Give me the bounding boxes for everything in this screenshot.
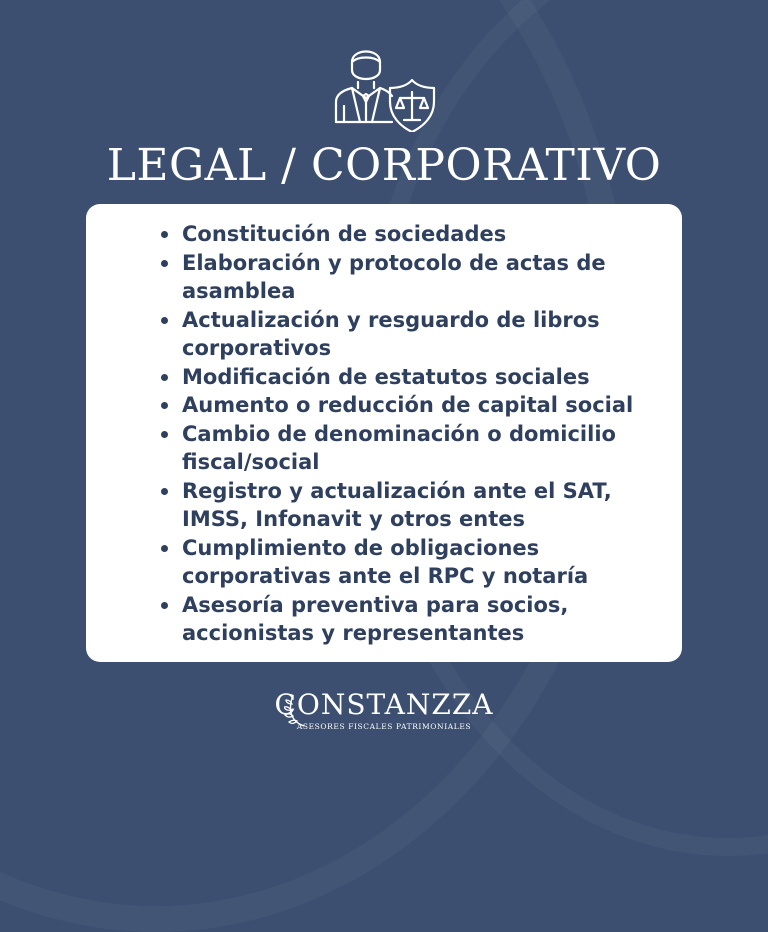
bullet-icon: [161, 602, 168, 609]
brand-tagline: ASESORES FISCALES PATRIMONIALES: [296, 722, 472, 731]
bullet-icon: [161, 545, 168, 552]
list-item-text: Registro y actualización ante el SAT, IMSS, Infonavit y otros entes: [182, 478, 612, 531]
list-item-text: Aumento o reducción de capital social: [182, 393, 634, 417]
list-item: [182, 477, 652, 534]
bullet-icon: [161, 260, 168, 267]
list-item-text: Modificación de estatutos sociales: [182, 364, 590, 389]
bullet-icon: [161, 231, 168, 238]
list-item: [182, 420, 652, 477]
bullet-icon: [161, 317, 168, 324]
bullet-icon: [161, 402, 168, 409]
list-item-text: Actualización y resguardo de libros corporativos: [182, 307, 600, 360]
list-item-text: Cambio de denominación o domicilio fiscal/social: [182, 421, 616, 474]
list-item: [182, 363, 652, 392]
services-list: [182, 220, 652, 648]
bullet-icon: [161, 488, 168, 495]
brand-name: CONSTANZZA: [274, 688, 494, 721]
lawyer-with-scales-shield-icon: [330, 40, 440, 132]
bullet-icon: [161, 431, 168, 438]
list-item-text: Cumplimiento de obligaciones corporativas ante el RPC y notaría: [182, 535, 589, 588]
list-item: [182, 391, 652, 420]
page-title: LEGAL / CORPORATIVO: [106, 140, 662, 191]
bullet-icon: [161, 374, 168, 381]
list-item: [182, 306, 652, 363]
list-item: [182, 591, 652, 648]
list-item-text: Asesoría preventiva para socios, accionistas y representantes: [182, 592, 569, 645]
list-item-text: Constitución de sociedades: [182, 222, 507, 246]
list-item: [182, 220, 652, 249]
list-item-text: Elaboración y protocolo de actas de asamblea: [182, 250, 606, 303]
list-item: [182, 249, 652, 306]
brand-logo: [0, 690, 768, 731]
list-item: [182, 534, 652, 591]
services-card: [86, 204, 682, 662]
